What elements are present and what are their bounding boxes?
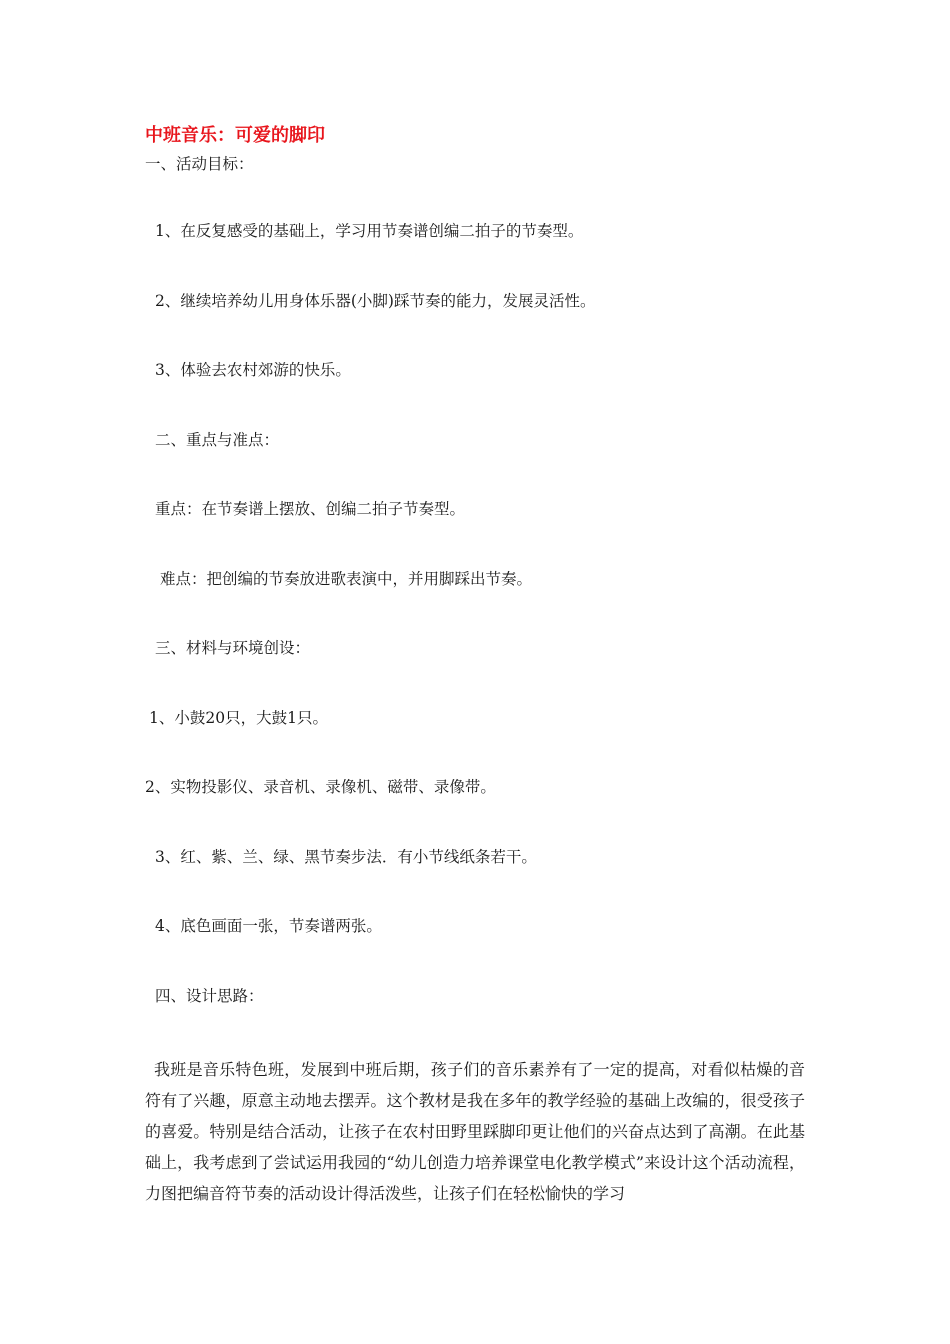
material-item-1: 1、小鼓20只，大鼓1只。 xyxy=(149,709,328,727)
goal-item-2: 2、继续培养幼儿用身体乐器(小脚)踩节奏的能力，发展灵活性。 xyxy=(155,292,596,310)
section-heading-materials: 三、材料与环境创设： xyxy=(155,639,311,657)
section-heading-key-points: 二、重点与准点： xyxy=(155,431,280,449)
goal-item-1: 1、在反复感受的基础上，学习用节奏谱创编二拍子的节奏型。 xyxy=(155,222,584,240)
design-paragraph: 我班是音乐特色班，发展到中班后期，孩子们的音乐素养有了一定的提高，对看似枯燥的音符有了兴趣，原意主动地去摆弄。这个教材是我在多年的教学经验的基础上改编的，很受孩子的喜爱。特别是结合活动，让孩子在农村田野里踩脚印更让他们的兴奋点达到了高潮。在此基础上，我考虑到了尝试运用我园的“幼儿创造力培养课堂电化教学模式”来设计这个活动流程，力图把编音符节奏的活动设计得活泼些，让孩子们在轻松愉快的学习 xyxy=(145,1060,805,1203)
section-heading-goals: 一、活动目标： xyxy=(145,155,254,173)
goal-item-3: 3、体验去农村郊游的快乐。 xyxy=(155,361,351,379)
document-title: 中班音乐：可爱的脚印 xyxy=(145,125,325,146)
material-item-4: 4、底色画面一张，节奏谱两张。 xyxy=(155,917,382,935)
difficult-point: 难点：把创编的节奏放进歌表演中，并用脚踩出节奏。 xyxy=(160,570,533,588)
section-heading-design: 四、设计思路： xyxy=(155,987,264,1005)
material-item-2: 2、实物投影仪、录音机、录像机、磁带、录像带。 xyxy=(145,778,496,796)
key-point: 重点：在节奏谱上摆放、创编二拍子节奏型。 xyxy=(155,500,466,518)
material-item-3: 3、红、紫、兰、绿、黑节奏步法．有小节线纸条若干。 xyxy=(155,848,537,866)
